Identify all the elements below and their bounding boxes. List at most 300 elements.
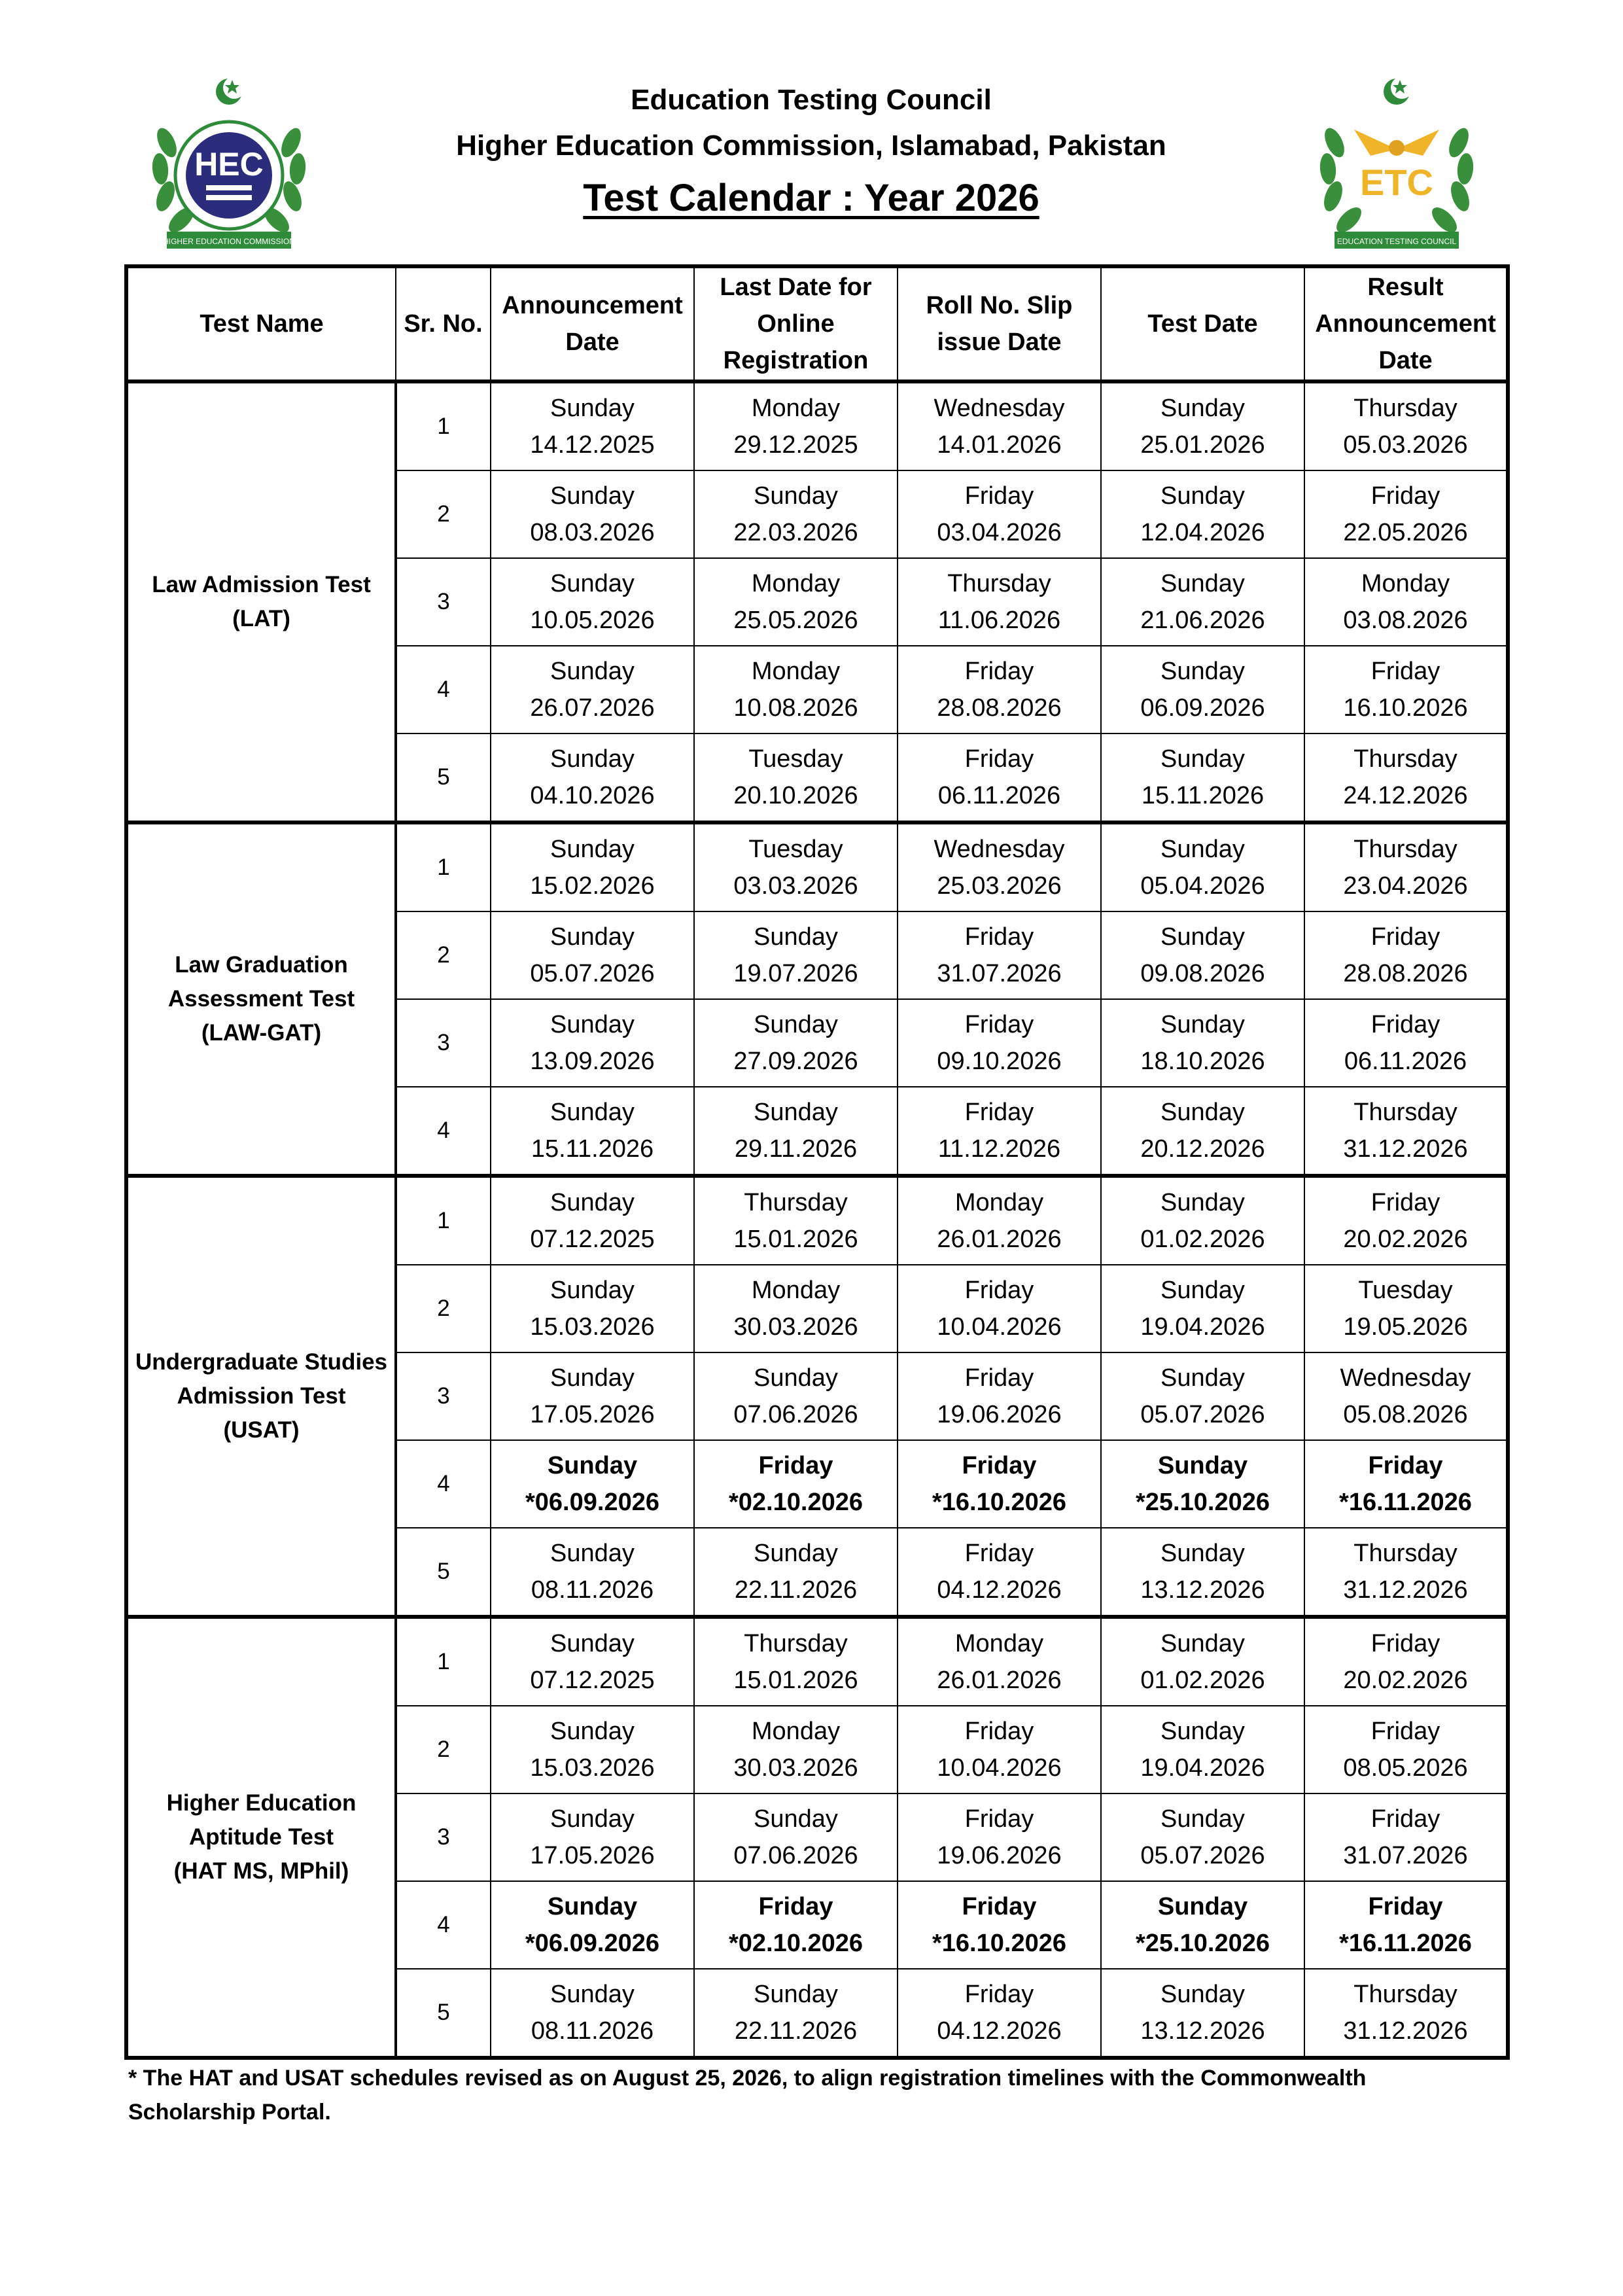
date-cell: [1101, 1706, 1304, 1793]
date-cell: [1101, 733, 1304, 822]
test-name-cell: [126, 381, 396, 822]
date-text: 30.03.2026: [733, 1313, 858, 1341]
date-cell: [898, 1087, 1101, 1176]
date-text: 03.08.2026: [1343, 607, 1468, 634]
date-cell: [1304, 1087, 1508, 1176]
date-text: *16.11.2026: [1339, 1489, 1472, 1516]
sr-no-cell: 5: [396, 733, 491, 822]
date-cell: [1101, 1793, 1304, 1881]
weekday-text: Sunday: [754, 482, 838, 510]
date-text: 25.03.2026: [937, 872, 1062, 900]
weekday-text: Thursday: [1353, 1981, 1457, 2008]
date-cell: [1101, 646, 1304, 733]
date-cell: [1304, 733, 1508, 822]
weekday-text: Sunday: [550, 1011, 635, 1038]
weekday-text: Sunday: [1161, 482, 1245, 510]
date-text: 06.09.2026: [1140, 694, 1265, 722]
weekday-text: Sunday: [754, 1540, 838, 1567]
weekday-text: Sunday: [550, 923, 635, 951]
date-text: 05.07.2026: [1140, 1401, 1265, 1428]
weekday-text: Friday: [964, 658, 1034, 685]
date-cell: [694, 822, 898, 911]
weekday-text: Tuesday: [748, 836, 843, 863]
test-name-line: Undergraduate Studies: [135, 1349, 388, 1375]
sr-no-cell: 1: [396, 822, 491, 911]
date-text: 26.01.2026: [937, 1667, 1062, 1694]
date-text: 13.12.2026: [1140, 1576, 1265, 1604]
table-row: [126, 822, 1508, 911]
weekday-text: Friday: [962, 1452, 1037, 1479]
date-cell: [898, 1793, 1101, 1881]
test-name-cell: [126, 1176, 396, 1617]
weekday-text: Sunday: [754, 1981, 838, 2008]
weekday-text: Thursday: [1353, 745, 1457, 773]
sr-no-cell: 4: [396, 646, 491, 733]
date-text: 09.10.2026: [937, 1048, 1062, 1075]
date-cell: [491, 1969, 694, 2058]
date-cell: [898, 1176, 1101, 1265]
test-name-line: Assessment Test: [167, 986, 355, 1012]
date-text: 22.11.2026: [734, 1576, 858, 1604]
date-text: 07.06.2026: [733, 1842, 858, 1869]
weekday-text: Sunday: [550, 1981, 635, 2008]
weekday-text: Friday: [964, 1011, 1034, 1038]
date-cell: [491, 646, 694, 733]
weekday-text: Wednesday: [1340, 1364, 1471, 1392]
date-text: 16.10.2026: [1343, 694, 1468, 722]
date-text: *02.10.2026: [729, 1489, 863, 1516]
date-cell: [491, 558, 694, 646]
date-cell: [1101, 1176, 1304, 1265]
col-header-sr-no: Sr. No.: [396, 266, 491, 381]
date-text: 26.07.2026: [530, 694, 655, 722]
col-header-result-date: Result Announcement Date: [1304, 266, 1508, 381]
date-cell: [491, 911, 694, 999]
date-text: 22.03.2026: [733, 519, 858, 546]
date-text: *02.10.2026: [729, 1930, 863, 1957]
weekday-text: Sunday: [550, 570, 635, 597]
weekday-text: Sunday: [550, 1630, 635, 1657]
date-cell: [898, 1881, 1101, 1969]
weekday-text: Friday: [1368, 1452, 1443, 1479]
weekday-text: Friday: [964, 1981, 1034, 2008]
date-cell: [898, 1706, 1101, 1793]
date-cell: [491, 1087, 694, 1176]
sr-no-cell: 3: [396, 558, 491, 646]
date-text: 13.12.2026: [1140, 2017, 1265, 2045]
date-cell: [694, 1528, 898, 1617]
date-text: 15.11.2026: [531, 1135, 654, 1163]
date-text: 25.05.2026: [733, 607, 858, 634]
col-header-announcement-date: Announcement Date: [491, 266, 694, 381]
date-text: 06.11.2026: [937, 782, 1061, 809]
date-cell: [1304, 470, 1508, 558]
date-cell: [491, 1265, 694, 1352]
weekday-text: Sunday: [550, 395, 635, 422]
weekday-text: Sunday: [547, 1893, 638, 1920]
sr-no-cell: 3: [396, 1352, 491, 1440]
date-text: 05.03.2026: [1343, 431, 1468, 459]
weekday-text: Sunday: [1157, 1893, 1248, 1920]
weekday-text: Monday: [1361, 570, 1450, 597]
weekday-text: Friday: [1370, 1805, 1440, 1833]
footnote: * The HAT and USAT schedules revised as on August 25, 2026, to align registration timelines with the Commonwealth Scholarship Portal.: [128, 2066, 1367, 2125]
date-cell: [694, 470, 898, 558]
date-text: 03.03.2026: [733, 872, 858, 900]
weekday-text: Sunday: [1161, 395, 1245, 422]
date-text: 03.04.2026: [937, 519, 1062, 546]
weekday-text: Friday: [1370, 923, 1440, 951]
sr-no-cell: 1: [396, 381, 491, 470]
date-cell: [1304, 1352, 1508, 1440]
weekday-text: Friday: [1368, 1893, 1443, 1920]
date-cell: [1101, 1969, 1304, 2058]
date-text: 22.05.2026: [1343, 519, 1468, 546]
date-text: 19.07.2026: [733, 960, 858, 987]
date-cell: [694, 999, 898, 1087]
date-cell: [1304, 999, 1508, 1087]
test-name-line: Aptitude Test: [188, 1824, 334, 1850]
weekday-text: Sunday: [754, 1805, 838, 1833]
date-text: 06.11.2026: [1344, 1048, 1467, 1075]
date-text: 11.06.2026: [937, 607, 1061, 634]
date-cell: [1101, 999, 1304, 1087]
weekday-text: Friday: [1370, 1718, 1440, 1745]
weekday-text: Sunday: [754, 923, 838, 951]
sr-no-cell: 3: [396, 999, 491, 1087]
weekday-text: Sunday: [1161, 1805, 1245, 1833]
date-cell: [1101, 1087, 1304, 1176]
weekday-text: Sunday: [550, 836, 635, 863]
test-name-line: (HAT MS, MPhil): [173, 1858, 349, 1884]
date-text: 15.03.2026: [530, 1754, 655, 1782]
weekday-text: Sunday: [550, 1189, 635, 1216]
table-row: [126, 381, 1508, 470]
date-text: 26.01.2026: [937, 1226, 1062, 1253]
date-cell: [694, 1969, 898, 2058]
date-cell: [1304, 1176, 1508, 1265]
date-cell: [1304, 558, 1508, 646]
weekday-text: Tuesday: [748, 745, 843, 773]
table-row: [126, 1176, 1508, 1265]
date-text: 09.08.2026: [1140, 960, 1265, 987]
title-block: [321, 77, 1302, 228]
date-text: *06.09.2026: [525, 1489, 659, 1516]
date-cell: [1304, 1528, 1508, 1617]
weekday-text: Sunday: [1161, 1364, 1245, 1392]
date-text: 11.12.2026: [937, 1135, 1061, 1163]
date-cell: [1101, 1352, 1304, 1440]
weekday-text: Sunday: [550, 745, 635, 773]
weekday-text: Sunday: [1161, 1099, 1245, 1126]
date-cell: [898, 1617, 1101, 1706]
date-text: 23.04.2026: [1343, 872, 1468, 900]
date-text: 15.01.2026: [733, 1667, 858, 1694]
date-text: *06.09.2026: [525, 1930, 659, 1957]
date-cell: [1304, 822, 1508, 911]
weekday-text: Sunday: [754, 1011, 838, 1038]
date-text: 10.04.2026: [937, 1754, 1062, 1782]
date-text: 19.06.2026: [937, 1842, 1062, 1869]
weekday-text: Sunday: [1161, 658, 1245, 685]
date-cell: [491, 733, 694, 822]
date-cell: [1101, 1528, 1304, 1617]
date-text: 31.12.2026: [1343, 2017, 1468, 2045]
date-text: 01.02.2026: [1140, 1226, 1265, 1253]
date-cell: [1304, 1969, 1508, 2058]
date-text: 31.07.2026: [1343, 1842, 1468, 1869]
date-cell: [898, 1528, 1101, 1617]
weekday-text: Sunday: [754, 1364, 838, 1392]
weekday-text: Friday: [1370, 658, 1440, 685]
date-text: 28.08.2026: [1343, 960, 1468, 987]
date-text: 07.12.2025: [530, 1667, 655, 1694]
date-text: 20.02.2026: [1343, 1667, 1468, 1694]
date-cell: [898, 911, 1101, 999]
sr-no-cell: 4: [396, 1881, 491, 1969]
weekday-text: Sunday: [1161, 1277, 1245, 1304]
svg-text:HIGHER EDUCATION COMMISSION: HIGHER EDUCATION COMMISSION: [163, 237, 295, 246]
weekday-text: Friday: [962, 1893, 1037, 1920]
date-text: 07.12.2025: [530, 1226, 655, 1253]
hec-logo-icon: [141, 71, 317, 254]
date-cell: [1304, 646, 1508, 733]
org-name: Education Testing Council: [631, 84, 992, 116]
date-cell: [694, 1881, 898, 1969]
date-text: 20.10.2026: [733, 782, 858, 809]
test-name-cell: [126, 1617, 396, 2058]
date-cell: [1304, 1881, 1508, 1969]
weekday-text: Sunday: [1161, 836, 1245, 863]
weekday-text: Monday: [751, 1718, 841, 1745]
col-header-roll-slip-date: Roll No. Slip issue Date: [898, 266, 1101, 381]
date-cell: [491, 822, 694, 911]
col-header-test-date: Test Date: [1101, 266, 1304, 381]
date-text: 05.07.2026: [1140, 1842, 1265, 1869]
date-text: 28.08.2026: [937, 694, 1062, 722]
weekday-text: Sunday: [1161, 1630, 1245, 1657]
date-cell: [898, 646, 1101, 733]
sr-no-cell: 2: [396, 911, 491, 999]
date-text: 17.05.2026: [530, 1401, 655, 1428]
date-text: 08.05.2026: [1343, 1754, 1468, 1782]
date-cell: [491, 470, 694, 558]
date-cell: [1304, 1793, 1508, 1881]
date-text: 19.05.2026: [1343, 1313, 1468, 1341]
weekday-text: Friday: [1370, 482, 1440, 510]
test-name-line: (USAT): [223, 1417, 300, 1443]
weekday-text: Friday: [964, 1277, 1034, 1304]
date-cell: [491, 1352, 694, 1440]
date-cell: [491, 999, 694, 1087]
table-body: [126, 381, 1508, 2058]
page-header: [0, 0, 1623, 262]
sr-no-cell: 1: [396, 1176, 491, 1265]
date-cell: [491, 1176, 694, 1265]
date-text: 29.12.2025: [733, 431, 858, 459]
date-cell: [898, 822, 1101, 911]
sr-no-cell: 2: [396, 1265, 491, 1352]
weekday-text: Sunday: [1161, 923, 1245, 951]
weekday-text: Sunday: [550, 1364, 635, 1392]
date-text: 08.11.2026: [531, 1576, 654, 1604]
date-cell: [694, 733, 898, 822]
date-cell: [694, 1793, 898, 1881]
date-cell: [694, 646, 898, 733]
date-text: 15.03.2026: [530, 1313, 655, 1341]
date-text: *16.10.2026: [932, 1489, 1066, 1516]
weekday-text: Friday: [1370, 1189, 1440, 1216]
date-text: 15.01.2026: [733, 1226, 858, 1253]
date-text: 08.03.2026: [530, 519, 655, 546]
col-header-test-name: Test Name: [126, 266, 396, 381]
col-header-last-registration-date: Last Date for Online Registration: [694, 266, 898, 381]
sr-no-cell: 3: [396, 1793, 491, 1881]
weekday-text: Friday: [758, 1452, 833, 1479]
date-cell: [1304, 381, 1508, 470]
weekday-text: Friday: [1370, 1011, 1440, 1038]
weekday-text: Thursday: [1353, 1540, 1457, 1567]
weekday-text: Monday: [751, 570, 841, 597]
weekday-text: Sunday: [547, 1452, 638, 1479]
weekday-text: Monday: [751, 1277, 841, 1304]
sr-no-cell: 4: [396, 1440, 491, 1528]
weekday-text: Sunday: [754, 1099, 838, 1126]
weekday-text: Sunday: [550, 482, 635, 510]
weekday-text: Friday: [758, 1893, 833, 1920]
table-header-row: [126, 266, 1508, 381]
date-cell: [694, 1617, 898, 1706]
weekday-text: Friday: [964, 923, 1034, 951]
sr-no-cell: 1: [396, 1617, 491, 1706]
weekday-text: Wednesday: [934, 836, 1065, 863]
date-text: 14.12.2025: [530, 431, 655, 459]
date-cell: [1304, 911, 1508, 999]
weekday-text: Sunday: [550, 1099, 635, 1126]
page-title: Test Calendar : Year 2026: [583, 177, 1039, 219]
date-text: 27.09.2026: [733, 1048, 858, 1075]
date-text: 24.12.2026: [1343, 782, 1468, 809]
date-text: 31.12.2026: [1343, 1135, 1468, 1163]
weekday-text: Sunday: [1161, 570, 1245, 597]
date-text: 05.04.2026: [1140, 872, 1265, 900]
date-cell: [1101, 1617, 1304, 1706]
test-name-line: (LAT): [232, 606, 290, 631]
date-cell: [898, 558, 1101, 646]
date-text: 05.07.2026: [530, 960, 655, 987]
date-text: 25.01.2026: [1140, 431, 1265, 459]
date-cell: [898, 733, 1101, 822]
weekday-text: Sunday: [1161, 1011, 1245, 1038]
date-cell: [694, 1352, 898, 1440]
date-cell: [694, 911, 898, 999]
weekday-text: Sunday: [1157, 1452, 1248, 1479]
date-cell: [1101, 1881, 1304, 1969]
weekday-text: Wednesday: [934, 395, 1065, 422]
weekday-text: Friday: [1370, 1630, 1440, 1657]
date-text: 12.04.2026: [1140, 519, 1265, 546]
sr-no-cell: 5: [396, 1969, 491, 2058]
weekday-text: Friday: [964, 1805, 1034, 1833]
date-text: 10.05.2026: [530, 607, 655, 634]
weekday-text: Sunday: [1161, 1189, 1245, 1216]
parent-org: Higher Education Commission, Islamabad, Pakistan: [456, 130, 1166, 162]
date-text: 07.06.2026: [733, 1401, 858, 1428]
date-text: 10.04.2026: [937, 1313, 1062, 1341]
date-cell: [898, 470, 1101, 558]
date-cell: [898, 1969, 1101, 2058]
date-cell: [491, 1881, 694, 1969]
date-cell: [1304, 1617, 1508, 1706]
etc-logo-icon: [1308, 71, 1485, 254]
date-cell: [694, 1176, 898, 1265]
date-cell: [1304, 1706, 1508, 1793]
date-text: *16.11.2026: [1339, 1930, 1472, 1957]
test-name-line: Law Graduation: [175, 952, 348, 978]
weekday-text: Thursday: [947, 570, 1051, 597]
date-text: 13.09.2026: [530, 1048, 655, 1075]
date-cell: [898, 999, 1101, 1087]
date-text: 30.03.2026: [733, 1754, 858, 1782]
sr-no-cell: 2: [396, 470, 491, 558]
date-text: 04.12.2026: [937, 2017, 1062, 2045]
date-cell: [1101, 822, 1304, 911]
date-cell: [491, 1617, 694, 1706]
date-cell: [694, 1265, 898, 1352]
date-cell: [898, 1265, 1101, 1352]
weekday-text: Monday: [751, 395, 841, 422]
date-text: 31.12.2026: [1343, 1576, 1468, 1604]
weekday-text: Monday: [954, 1630, 1044, 1657]
date-text: 08.11.2026: [531, 2017, 654, 2045]
date-cell: [1101, 911, 1304, 999]
test-name-line: Higher Education: [166, 1790, 357, 1816]
date-text: *16.10.2026: [932, 1930, 1066, 1957]
date-text: 01.02.2026: [1140, 1667, 1265, 1694]
weekday-text: Thursday: [1353, 1099, 1457, 1126]
date-cell: [1101, 1440, 1304, 1528]
date-text: 15.02.2026: [530, 872, 655, 900]
date-text: 31.07.2026: [937, 960, 1062, 987]
date-cell: [898, 1352, 1101, 1440]
date-text: 19.06.2026: [937, 1401, 1062, 1428]
date-text: 19.04.2026: [1140, 1754, 1265, 1782]
date-text: 22.11.2026: [734, 2017, 858, 2045]
date-text: 29.11.2026: [734, 1135, 858, 1163]
date-cell: [491, 1793, 694, 1881]
weekday-text: Tuesday: [1358, 1277, 1453, 1304]
date-text: 05.08.2026: [1343, 1401, 1468, 1428]
weekday-text: Friday: [964, 745, 1034, 773]
test-name-line: (LAW-GAT): [201, 1020, 322, 1046]
date-text: *25.10.2026: [1136, 1930, 1270, 1957]
weekday-text: Friday: [964, 1099, 1034, 1126]
date-text: *25.10.2026: [1136, 1489, 1270, 1516]
weekday-text: Sunday: [550, 658, 635, 685]
date-cell: [491, 1706, 694, 1793]
sr-no-cell: 2: [396, 1706, 491, 1793]
date-cell: [898, 381, 1101, 470]
table-row: [126, 1617, 1508, 1706]
test-name-line: Admission Test: [177, 1383, 346, 1409]
date-cell: [1101, 558, 1304, 646]
weekday-text: Sunday: [550, 1540, 635, 1567]
date-text: 18.10.2026: [1140, 1048, 1265, 1075]
weekday-text: Sunday: [550, 1277, 635, 1304]
weekday-text: Sunday: [1161, 1981, 1245, 2008]
date-cell: [694, 1087, 898, 1176]
weekday-text: Monday: [751, 658, 841, 685]
